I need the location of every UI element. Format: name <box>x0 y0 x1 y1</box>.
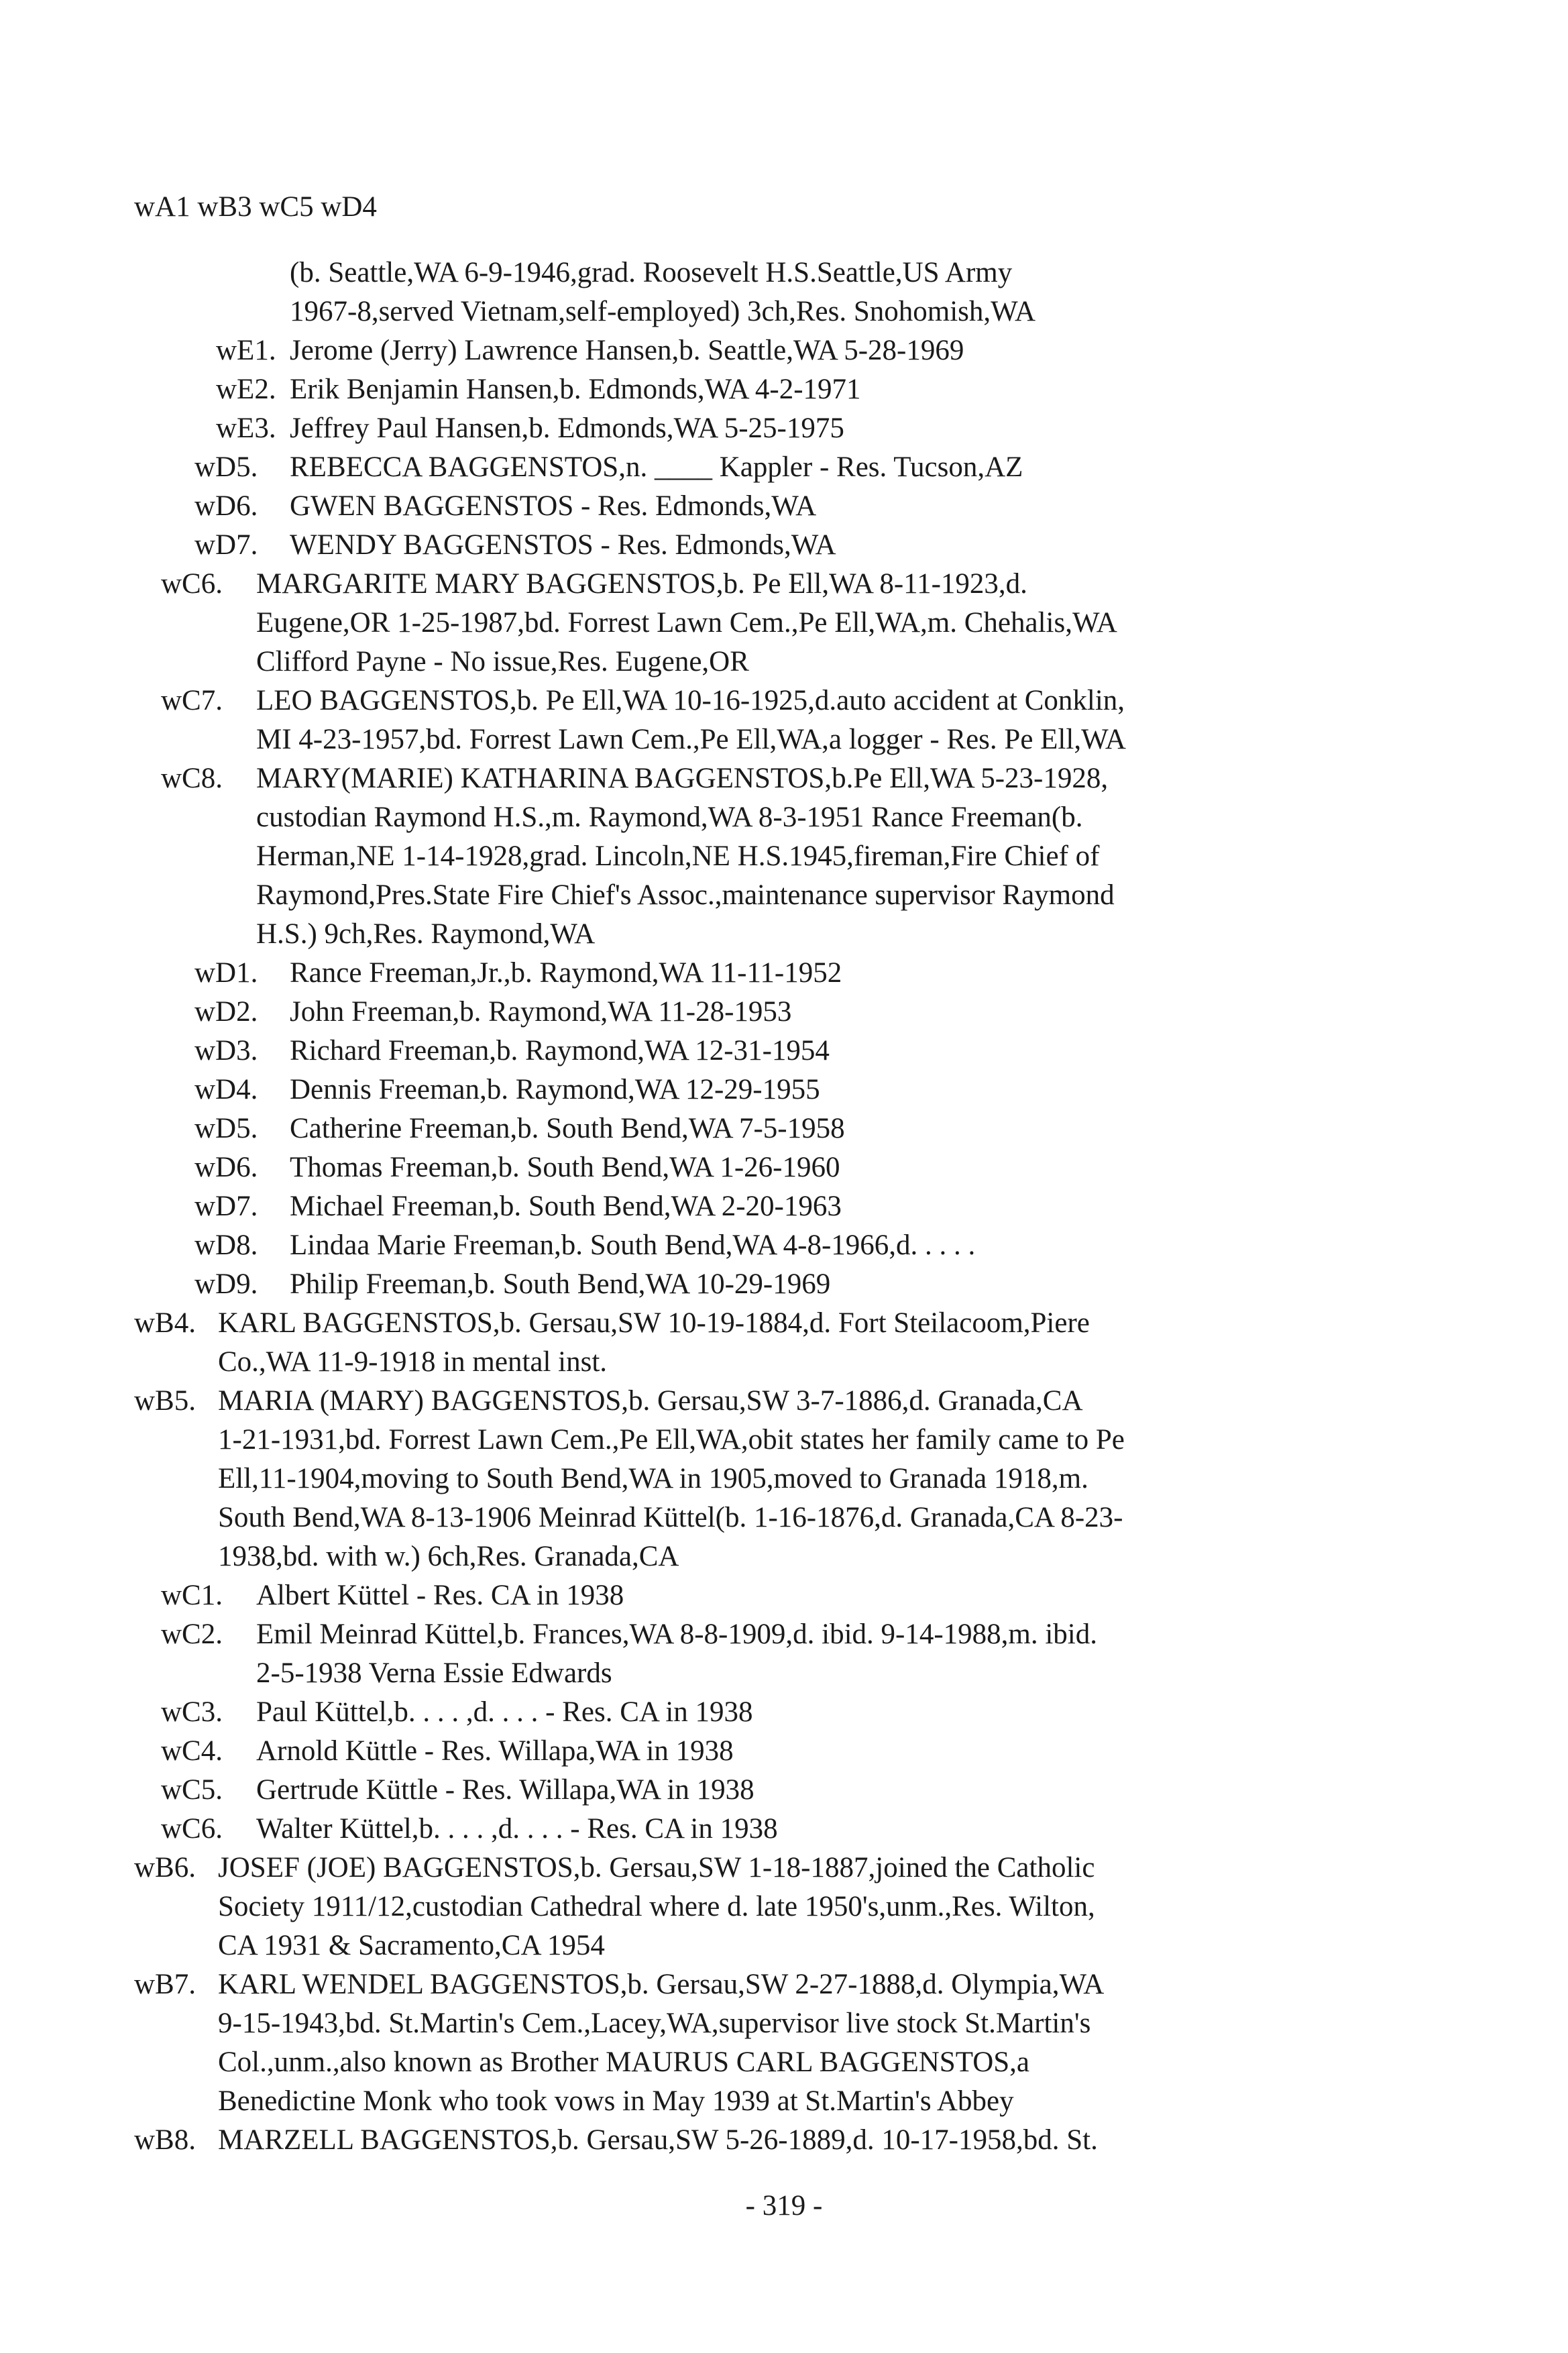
entry-code: wE2. <box>216 374 276 405</box>
entry-text-line: Jerome (Jerry) Lawrence Hansen,b. Seattle,WA 5-28-1969 <box>290 335 964 366</box>
entry-code: wD9. <box>194 1268 258 1300</box>
genealogy-entry <box>0 759 1568 954</box>
genealogy-entry <box>0 1265 1568 1304</box>
genealogy-entry <box>0 254 1568 331</box>
entry-text-line: Ell,11-1904,moving to South Bend,WA in 1905,moved to Granada 1918,m. <box>218 1463 1088 1494</box>
entry-text-line: LEO BAGGENSTOS,b. Pe Ell,WA 10-16-1925,d.auto accident at Conklin, <box>256 685 1125 716</box>
entry-code: wD7. <box>194 1191 258 1222</box>
entry-text-line: Dennis Freeman,b. Raymond,WA 12-29-1955 <box>290 1074 820 1105</box>
genealogy-entry <box>0 1382 1568 1576</box>
entry-text-line: Thomas Freeman,b. South Bend,WA 1-26-1960 <box>290 1152 840 1183</box>
entry-code: wD2. <box>194 996 258 1028</box>
entry-code: wC5. <box>161 1774 223 1806</box>
entry-text-line: Erik Benjamin Hansen,b. Edmonds,WA 4-2-1971 <box>290 374 861 405</box>
entry-text-line: KARL BAGGENSTOS,b. Gersau,SW 10-19-1884,d. Fort Steilacoom,Piere <box>218 1307 1090 1339</box>
entry-text-line: Albert Küttel - Res. CA in 1938 <box>256 1580 624 1611</box>
genealogy-entry <box>0 1071 1568 1109</box>
genealogy-entry <box>0 331 1568 370</box>
entry-text-line: Arnold Küttle - Res. Willapa,WA in 1938 <box>256 1735 734 1767</box>
entry-code: wC3. <box>161 1696 223 1728</box>
entry-text-line: Paul Küttel,b. . . . ,d. . . . - Res. CA in 1938 <box>256 1696 753 1728</box>
entry-text-line: 1967-8,served Vietnam,self-employed) 3ch,Res. Snohomish,WA <box>290 296 1036 327</box>
entry-code: wD6. <box>194 1152 258 1183</box>
entry-code: wC1. <box>161 1580 223 1611</box>
entry-text-line: John Freeman,b. Raymond,WA 11-28-1953 <box>290 996 792 1028</box>
entry-code: wD4. <box>194 1074 258 1105</box>
entry-code: wE1. <box>216 335 276 366</box>
genealogy-entry <box>0 1187 1568 1226</box>
entry-text-line: custodian Raymond H.S.,m. Raymond,WA 8-3-1951 Rance Freeman(b. <box>256 802 1083 833</box>
entry-text-line: Catherine Freeman,b. South Bend,WA 7-5-1958 <box>290 1113 845 1144</box>
genealogy-entry <box>0 1849 1568 1965</box>
entry-text-line: South Bend,WA 8-13-1906 Meinrad Küttel(b. 1-16-1876,d. Granada,CA 8-23- <box>218 1502 1123 1533</box>
entry-code: wD6. <box>194 490 258 522</box>
entry-text-line: Society 1911/12,custodian Cathedral where d. late 1950's,unm.,Res. Wilton, <box>218 1891 1095 1922</box>
genealogy-entries <box>0 254 1568 2160</box>
entry-text-line: Rance Freeman,Jr.,b. Raymond,WA 11-11-1952 <box>290 957 842 989</box>
entry-code: wC7. <box>161 685 223 716</box>
entry-code: wD3. <box>194 1035 258 1066</box>
entry-code: wC6. <box>161 1813 223 1845</box>
entry-text-line: KARL WENDEL BAGGENSTOS,b. Gersau,SW 2-27-1888,d. Olympia,WA <box>218 1969 1105 2000</box>
genealogy-entry <box>0 1304 1568 1382</box>
entry-text-line: 2-5-1938 Verna Essie Edwards <box>256 1657 612 1689</box>
genealogy-entry <box>0 448 1568 487</box>
entry-text-line: MARGARITE MARY BAGGENSTOS,b. Pe Ell,WA 8-11-1923,d. <box>256 568 1027 600</box>
entry-text-line: Michael Freeman,b. South Bend,WA 2-20-1963 <box>290 1191 842 1222</box>
entry-code: wC2. <box>161 1619 223 1650</box>
genealogy-entry <box>0 1615 1568 1693</box>
genealogy-entry <box>0 1732 1568 1771</box>
entry-code: wB7. <box>134 1969 196 2000</box>
entry-text-line: CA 1931 & Sacramento,CA 1954 <box>218 1930 605 1961</box>
entry-text-line: Richard Freeman,b. Raymond,WA 12-31-1954 <box>290 1035 830 1066</box>
entry-text-line: Lindaa Marie Freeman,b. South Bend,WA 4-8-1966,d. . . . . <box>290 1229 976 1261</box>
entry-text-line: Jeffrey Paul Hansen,b. Edmonds,WA 5-25-1975 <box>290 413 844 444</box>
entry-text-line: Clifford Payne - No issue,Res. Eugene,OR <box>256 646 749 677</box>
entry-text-line: Eugene,OR 1-25-1987,bd. Forrest Lawn Cem.,Pe Ell,WA,m. Chehalis,WA <box>256 607 1117 639</box>
genealogy-entry <box>0 681 1568 759</box>
entry-text-line: Raymond,Pres.State Fire Chief's Assoc.,maintenance supervisor Raymond <box>256 879 1115 911</box>
entry-text-line: (b. Seattle,WA 6-9-1946,grad. Roosevelt H.S.Seattle,US Army <box>290 257 1013 288</box>
entry-text-line: Philip Freeman,b. South Bend,WA 10-29-1969 <box>290 1268 831 1300</box>
entry-text-line: Benedictine Monk who took vows in May 1939 at St.Martin's Abbey <box>218 2085 1014 2117</box>
genealogy-entry <box>0 1965 1568 2121</box>
entry-code: wB4. <box>134 1307 196 1339</box>
entry-code: wD7. <box>194 529 258 561</box>
entry-code: wC6. <box>161 568 223 600</box>
entry-text-line: Gertrude Küttle - Res. Willapa,WA in 1938 <box>256 1774 754 1806</box>
entry-text-line: H.S.) 9ch,Res. Raymond,WA <box>256 918 596 950</box>
genealogy-entry <box>0 1148 1568 1187</box>
genealogy-entry <box>0 1226 1568 1265</box>
entry-code: wD5. <box>194 1113 258 1144</box>
entry-text-line: MI 4-23-1957,bd. Forrest Lawn Cem.,Pe Ell,WA,a logger - Res. Pe Ell,WA <box>256 724 1126 755</box>
entry-code: wB5. <box>134 1385 196 1417</box>
genealogy-entry <box>0 2121 1568 2160</box>
entry-code: wC8. <box>161 763 223 794</box>
entry-code: wB6. <box>134 1852 196 1883</box>
genealogy-entry <box>0 954 1568 993</box>
entry-text-line: REBECCA BAGGENSTOS,n. ____ Kappler - Res. Tucson,AZ <box>290 451 1023 483</box>
entry-text-line: MARIA (MARY) BAGGENSTOS,b. Gersau,SW 3-7-1886,d. Granada,CA <box>218 1385 1083 1417</box>
page-number: - 319 - <box>745 2190 823 2222</box>
genealogy-entry <box>0 1576 1568 1615</box>
entry-text-line: Col.,unm.,also known as Brother MAURUS CARL BAGGENSTOS,a <box>218 2046 1030 2078</box>
entry-code: wE3. <box>216 413 276 444</box>
entry-text-line: 1938,bd. with w.) 6ch,Res. Granada,CA <box>218 1541 679 1572</box>
genealogy-entry <box>0 1032 1568 1071</box>
entry-text-line: JOSEF (JOE) BAGGENSTOS,b. Gersau,SW 1-18-1887,joined the Catholic <box>218 1852 1095 1883</box>
genealogy-entry <box>0 1693 1568 1732</box>
genealogy-entry <box>0 370 1568 409</box>
entry-text-line: Co.,WA 11-9-1918 in mental inst. <box>218 1346 608 1378</box>
entry-text-line: MARY(MARIE) KATHARINA BAGGENSTOS,b.Pe Ell,WA 5-23-1928, <box>256 763 1109 794</box>
genealogy-entry <box>0 526 1568 565</box>
genealogy-entry <box>0 409 1568 448</box>
genealogy-entry <box>0 565 1568 681</box>
entry-code: wD8. <box>194 1229 258 1261</box>
entry-text-line: GWEN BAGGENSTOS - Res. Edmonds,WA <box>290 490 817 522</box>
entry-code: wC4. <box>161 1735 223 1767</box>
entry-text-line: Herman,NE 1-14-1928,grad. Lincoln,NE H.S.1945,fireman,Fire Chief of <box>256 840 1100 872</box>
genealogy-entry <box>0 1810 1568 1849</box>
entry-text-line: Walter Küttel,b. . . . ,d. . . . - Res. CA in 1938 <box>256 1813 778 1845</box>
entry-text-line: MARZELL BAGGENSTOS,b. Gersau,SW 5-26-1889,d. 10-17-1958,bd. St. <box>218 2124 1098 2156</box>
genealogy-entry <box>0 487 1568 526</box>
entry-code: wD5. <box>194 451 258 483</box>
entry-text-line: WENDY BAGGENSTOS - Res. Edmonds,WA <box>290 529 836 561</box>
entry-text-line: Emil Meinrad Küttel,b. Frances,WA 8-8-1909,d. ibid. 9-14-1988,m. ibid. <box>256 1619 1097 1650</box>
genealogy-entry <box>0 1771 1568 1810</box>
genealogy-entry <box>0 993 1568 1032</box>
entry-text-line: 1-21-1931,bd. Forrest Lawn Cem.,Pe Ell,WA,obit states her family came to Pe <box>218 1424 1125 1456</box>
genealogy-entry <box>0 1109 1568 1148</box>
entry-code: wB8. <box>134 2124 196 2156</box>
entry-code: wD1. <box>194 957 258 989</box>
entry-text-line: 9-15-1943,bd. St.Martin's Cem.,Lacey,WA,supervisor live stock St.Martin's <box>218 2008 1091 2039</box>
lineage-header: wA1 wB3 wC5 wD4 <box>134 191 377 223</box>
